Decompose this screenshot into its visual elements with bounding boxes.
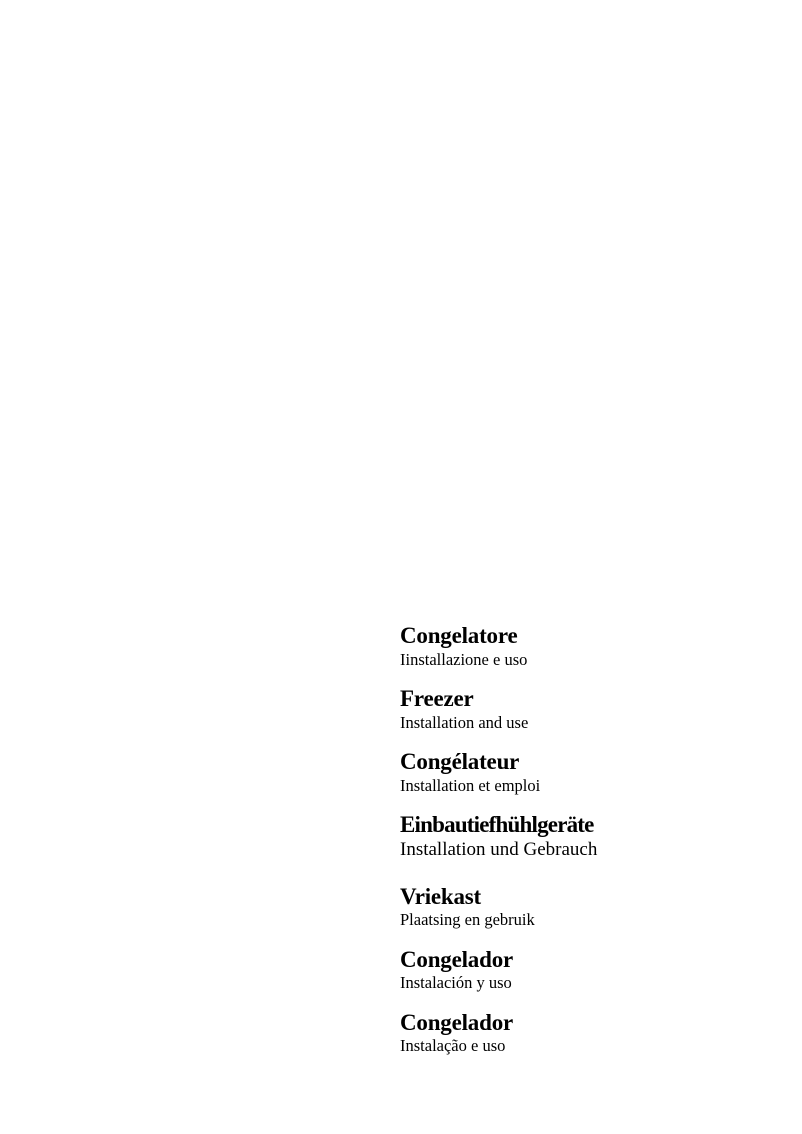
language-subtitle-english: Installation and use (400, 712, 529, 732)
language-title-spanish: Congelador (400, 946, 514, 972)
language-subtitle-dutch: Plaatsing en gebruik (400, 910, 535, 930)
language-subtitle-spanish: Instalación y uso (400, 973, 512, 993)
language-block-dutch (400, 885, 760, 930)
language-block-english (400, 687, 760, 732)
language-subtitle-french: Installation et emploi (400, 775, 541, 795)
language-title-italian: Congelatore (400, 623, 518, 648)
language-block-german (400, 813, 760, 861)
language-subtitle-german: Installation und Gebrauch (400, 838, 598, 860)
language-block-portuguese (400, 1011, 760, 1056)
language-block-list (400, 624, 760, 1056)
language-subtitle-portuguese: Instalação e uso (400, 1036, 506, 1056)
language-title-portuguese: Congelador (400, 1009, 514, 1035)
language-title-german: Einbautiefhühlgeräte (400, 811, 594, 837)
language-block-french (400, 750, 760, 795)
language-title-french: Congélateur (400, 748, 520, 774)
language-title-english: Freezer (400, 685, 474, 711)
language-subtitle-italian: Iinstallazione e uso (400, 649, 528, 669)
language-block-spanish (400, 948, 760, 993)
language-block-italian (400, 624, 760, 669)
language-title-dutch: Vriekast (400, 883, 482, 909)
